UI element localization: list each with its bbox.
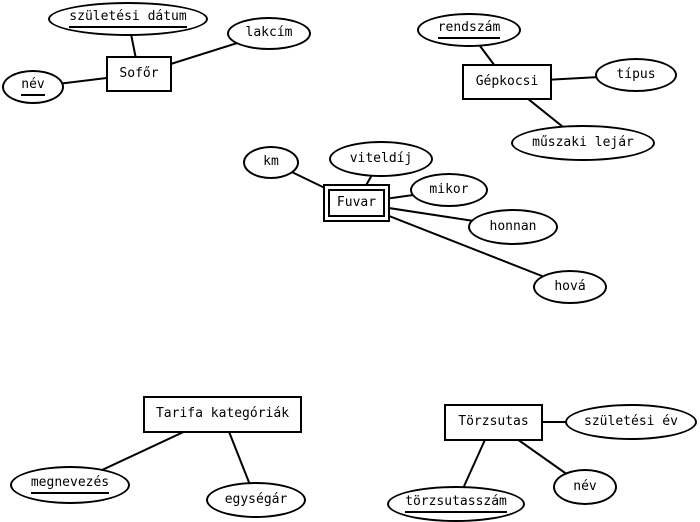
attribute-mikor-label: mikor <box>429 181 469 197</box>
attribute-nev-sofor <box>2 70 64 104</box>
attribute-tipus-label: típus <box>616 66 656 82</box>
attribute-megnevezes <box>10 466 130 504</box>
entity-fuvar-label: Fuvar <box>336 194 377 210</box>
attribute-rendszam <box>417 13 521 47</box>
attribute-hova <box>533 270 607 304</box>
attribute-nev-torzsutas <box>553 469 617 505</box>
attribute-mikor <box>410 173 488 207</box>
attribute-szuletesi-datum <box>48 2 208 36</box>
attribute-torzsutasszam <box>387 486 525 522</box>
attribute-torzsutasszam-label: törzsutasszám <box>405 495 507 513</box>
attribute-lakcim-label: lakcím <box>245 25 293 41</box>
attribute-hova-label: hová <box>554 278 586 294</box>
attribute-km <box>243 146 299 179</box>
attribute-egysegar <box>206 482 306 518</box>
attribute-szuletesi-ev-label: születési év <box>584 413 678 429</box>
attribute-km-label: km <box>263 154 279 170</box>
entity-gepkocsi-label: Gépkocsi <box>475 73 539 89</box>
entity-torzsutas-label: Törzsutas <box>458 414 529 430</box>
attribute-egysegar-label: egységár <box>224 491 288 507</box>
attribute-nev-torzsutas-label: név <box>573 478 597 494</box>
attribute-tipus <box>595 58 677 92</box>
entity-torzsutas <box>444 404 543 441</box>
entity-tarifa-kategoriak <box>143 396 302 433</box>
attribute-viteldij-label: viteldíj <box>349 150 413 166</box>
attribute-muszaki-lejar <box>511 125 655 161</box>
attribute-szuletesi-datum-label: születési dátum <box>69 10 186 28</box>
attribute-lakcim <box>227 17 311 50</box>
attribute-szuletesi-ev <box>565 404 697 440</box>
entity-fuvar-inner-border <box>328 189 385 217</box>
attribute-honnan <box>468 209 558 245</box>
attribute-megnevezes-label: megnevezés <box>31 476 109 494</box>
attribute-nev-sofor-label: név <box>21 78 44 96</box>
entity-tarifa-kategoriak-label: Tarifa kategóriák <box>155 406 290 422</box>
entity-fuvar-weak <box>323 184 390 222</box>
attribute-muszaki-lejar-label: műszaki lejár <box>532 134 634 150</box>
attribute-viteldij <box>329 141 433 177</box>
entity-sofor-label: Sofőr <box>119 65 159 81</box>
entity-gepkocsi <box>462 64 552 100</box>
attribute-rendszam-label: rendszám <box>438 21 501 39</box>
attribute-honnan-label: honnan <box>489 218 537 234</box>
entity-sofor <box>106 56 172 92</box>
